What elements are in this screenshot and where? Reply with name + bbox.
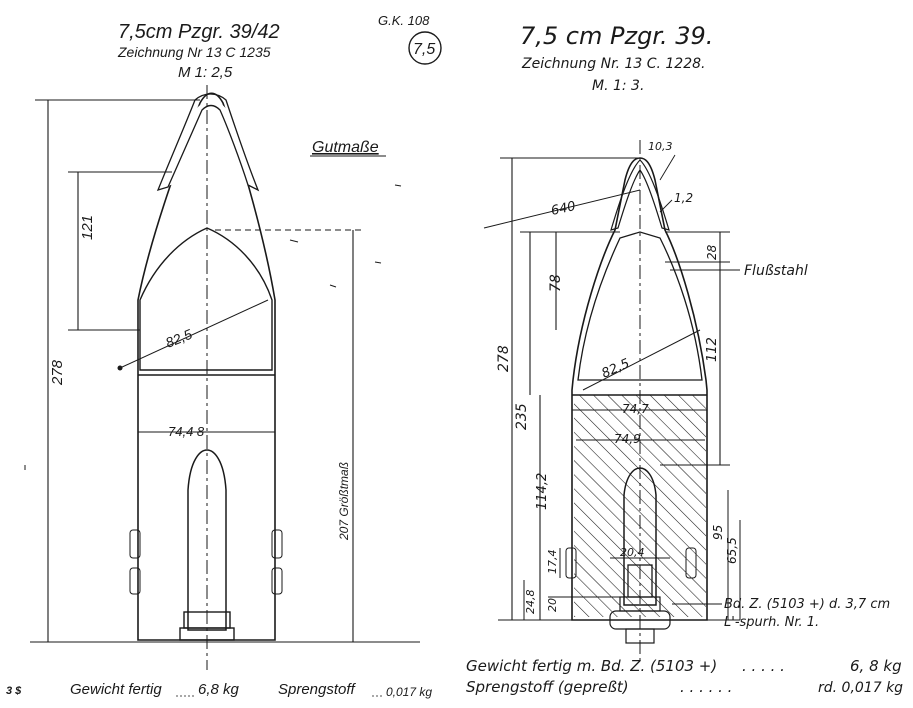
right-dim-82-5: 82,5 — [599, 356, 633, 382]
right-dim-10-3: 10,3 — [648, 140, 673, 153]
left-dim-121: 121 — [79, 214, 96, 240]
left-dim-207: 207 Größtmaß — [337, 461, 351, 540]
right-dim-278: 278 — [496, 345, 512, 372]
svg-text:. . . . . .: . . . . . . — [680, 678, 733, 696]
right-charge-value: rd. 0,017 kg — [818, 680, 904, 696]
right-dim-24-8: 24,8 — [524, 589, 537, 614]
right-dim-20: 20 — [546, 598, 559, 612]
left-title: 7,5cm Pzgr. 39/42 — [118, 21, 280, 43]
left-gutmasse: Gutmaße — [312, 139, 379, 156]
right-weight-line: Gewicht fertig m. Bd. Z. (5103 +) — [466, 657, 718, 675]
left-weight-label: Gewicht fertig — [70, 681, 162, 698]
left-scale: M 1: 2,5 — [178, 64, 233, 81]
right-dim-28: 28 — [705, 244, 719, 260]
svg-text:. . . . .: . . . . . — [742, 657, 785, 675]
left-weight-value: 6,8 kg — [198, 681, 239, 698]
right-dim-114-2: 114,2 — [535, 472, 550, 510]
right-fuze-line2: L'-spurh. Nr. 1. — [724, 615, 820, 630]
left-ref: G.K. 108 — [378, 13, 430, 28]
right-drawing-no: Zeichnung Nr. 13 C. 1228. — [522, 56, 706, 72]
left-shell-drawing — [25, 85, 420, 670]
left-circle-label: 7,5 — [413, 41, 436, 58]
right-dim-74-9: 74,9 — [614, 432, 641, 446]
left-charge-value: 0,017 kg — [386, 685, 433, 699]
left-charge-label: Sprengstoff — [278, 681, 355, 698]
left-dim-82-5: 82,5 — [163, 325, 195, 351]
right-dim-17-4: 17,4 — [546, 549, 559, 574]
right-shell-drawing — [484, 140, 740, 660]
right-charge-line: Sprengstoff (gepreßt) — [466, 678, 629, 696]
right-dim-78: 78 — [548, 274, 564, 292]
right-dim-235: 235 — [514, 403, 530, 430]
right-title: 7,5 cm Pzgr. 39. — [520, 22, 714, 50]
right-dim-1-2: 1,2 — [674, 191, 694, 205]
right-flussstahl: Flußstahl — [744, 263, 808, 279]
left-dim-74-48: 74,4 8 — [168, 424, 205, 439]
right-weight-value: 6, 8 kg — [850, 657, 902, 675]
right-dim-640: 640 — [549, 199, 578, 219]
left-page-mark: 3 $ — [6, 685, 22, 697]
right-dim-65-5: 65,5 — [725, 537, 739, 564]
left-dim-278: 278 — [49, 359, 66, 385]
right-scale: M. 1: 3. — [592, 78, 645, 94]
left-drawing-no: Zeichnung Nr 13 C 1235 — [118, 44, 271, 60]
right-dim-20-4: 20,4 — [620, 546, 645, 559]
right-dim-95: 95 — [711, 524, 725, 540]
right-dim-74-7: 74,7 — [622, 402, 649, 416]
right-fuze-line1: Bd. Z. (5103 +) d. 3,7 cm — [724, 597, 891, 612]
right-dim-112: 112 — [705, 337, 720, 362]
